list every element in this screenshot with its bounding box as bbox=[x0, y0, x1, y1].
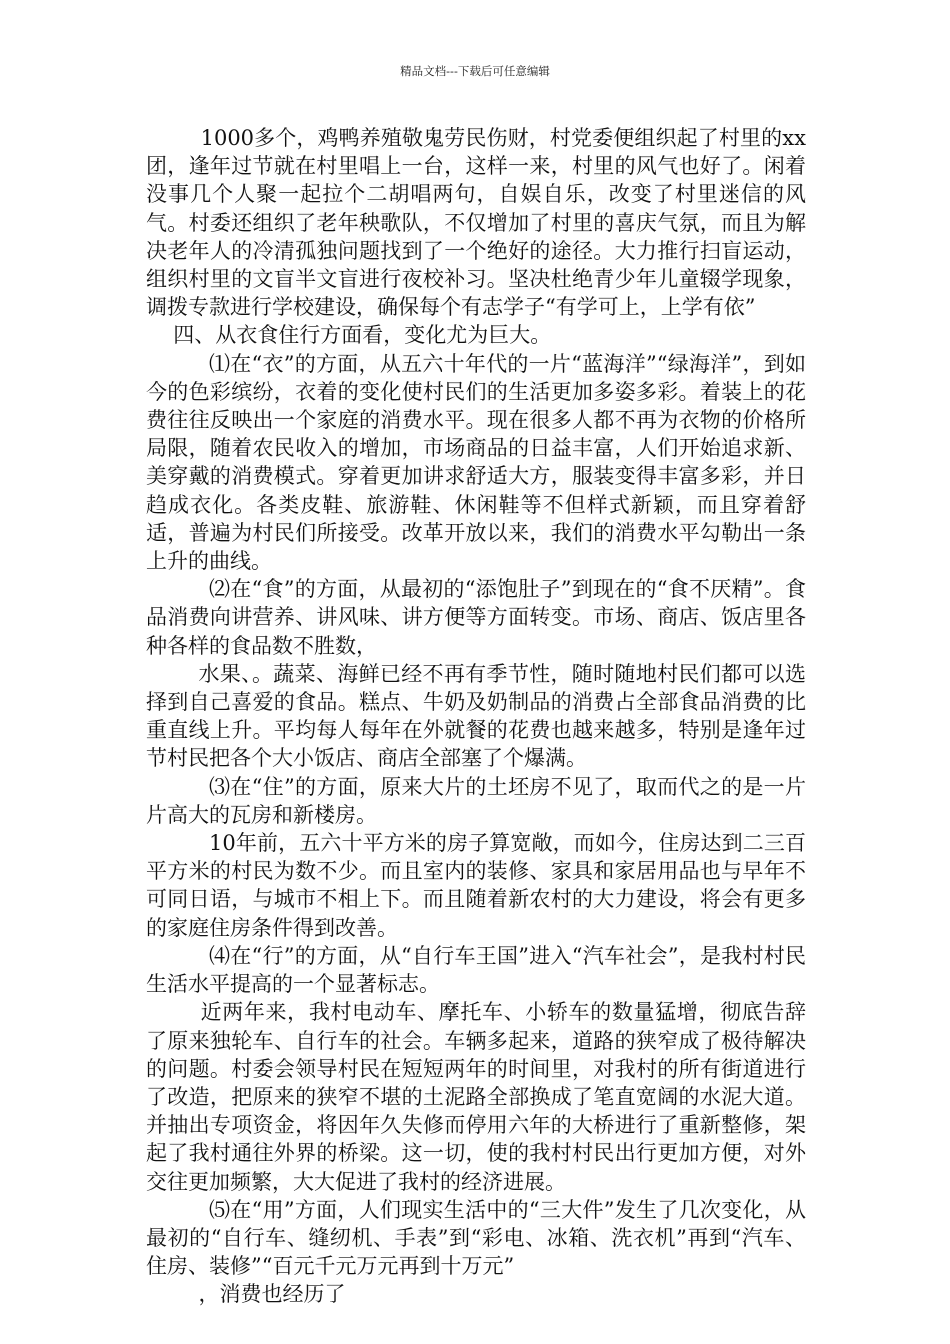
paragraph-transport-continued: 近两年来，我村电动车、摩托车、小轿车的数量猛增，彻底告辞了原来独轮车、自行车的社会。车辆多起来，道路的狭窄成了极待解决的问题。村委会领导村民在短短两年的时间里，对我村的所有街道进行了改造，把原来的狭窄不堪的土泥路全部换成了笔直宽阔的水泥大道。并抽出专项资金，将因年久失修而停用六年的大桥进行了重新整修，架起了我村通往外界的桥梁。这一切，使的我村村民出行更加方便，对外交往更加频繁，大大促进了我村的经济进展。 bbox=[146, 1000, 806, 1194]
page-header: 精品文档---下载后可任意编辑 bbox=[400, 64, 550, 78]
document-body bbox=[146, 124, 806, 1309]
paragraph-culture: 1000多个，鸡鸭养殖敬鬼劳民伤财，村党委便组织起了村里的xx团，逢年过节就在村里唱上一台，这样一来，村里的风气也好了。闲着没事几个人聚一起拉个二胡唱两句，自娱自乐，改变了村里迷信的风气。村委还组织了老年秧歌队，不仅增加了村里的喜庆气氛，而且为解决老年人的冷清孤独问题找到了一个绝好的途径。大力推行扫盲运动，组织村里的文盲半文盲进行夜校补习。坚决杜绝青少年儿童辍学现象，调拨专款进行学校建设，确保每个有志学子“有学可上，上学有依” bbox=[146, 126, 806, 320]
paragraph-housing: ⑶在“住”的方面，原来大片的土坯房不见了，取而代之的是一片片高大的瓦房和新楼房。 bbox=[146, 774, 806, 827]
paragraph-food-continued: 水果、。蔬菜、海鲜已经不再有季节性，随时随地村民们都可以选择到自己喜爱的食品。糕点、牛奶及奶制品的消费占全部食品消费的比重直线上升。平均每人每年在外就餐的花费也越来越多，特别是逢年过节村民把各个大小饭店、商店全部塞了个爆满。 bbox=[146, 661, 806, 771]
paragraph-trailing: ，消费也经历了 bbox=[198, 1282, 346, 1307]
paragraph-usage: ⑸在“用”方面，人们现实生活中的“三大件”发生了几次变化，从最初的“自行车、缝纫机、手表”到“彩电、冰箱、洗衣机”再到“汽车、住房、装修”“百元千元万元再到十万元” bbox=[146, 1197, 806, 1279]
section-heading-four: 四、从衣食住行方面看，变化尤为巨大。 bbox=[173, 323, 552, 348]
paragraph-transport: ⑷在“行”的方面，从“自行车王国”进入“汽车社会”，是我村村民生活水平提高的一个显著标志。 bbox=[146, 943, 806, 997]
paragraph-clothing: ⑴在“衣”的方面，从五六十年代的一片“蓝海洋”“绿海洋”，到如今的色彩缤纷，衣着的变化使村民们的生活更加多姿多彩。着装上的花费往往反映出一个家庭的消费水平。现在很多人都不再为衣物的价格所局限，随着农民收入的增加，市场商品的日益丰富，人们开始追求新、美穿戴的消费模式。穿着更加讲求舒适大方，服装变得丰富多彩，并日趋成衣化。各类皮鞋、旅游鞋、休闲鞋等不但样式新颖，而且穿着舒适，普遍为村民们所接受。改革开放以来，我们的消费水平勾勒出一条上升的曲线。 bbox=[146, 351, 806, 574]
paragraph-food: ⑵在“食”的方面，从最初的“添饱肚子”到现在的“食不厌精”。食品消费向讲营养、讲风味、讲方便等方面转变。市场、商店、饭店里各种各样的食品数不胜数， bbox=[146, 577, 806, 658]
paragraph-housing-continued: 10年前，五六十平方米的房子算宽敞，而如今，住房达到二三百平方米的村民为数不少。而且室内的装修、家具和家居用品也与早年不可同日语，与城市不相上下。而且随着新农村的大力建设，将会有更多的家庭住房条件得到改善。 bbox=[146, 831, 806, 940]
